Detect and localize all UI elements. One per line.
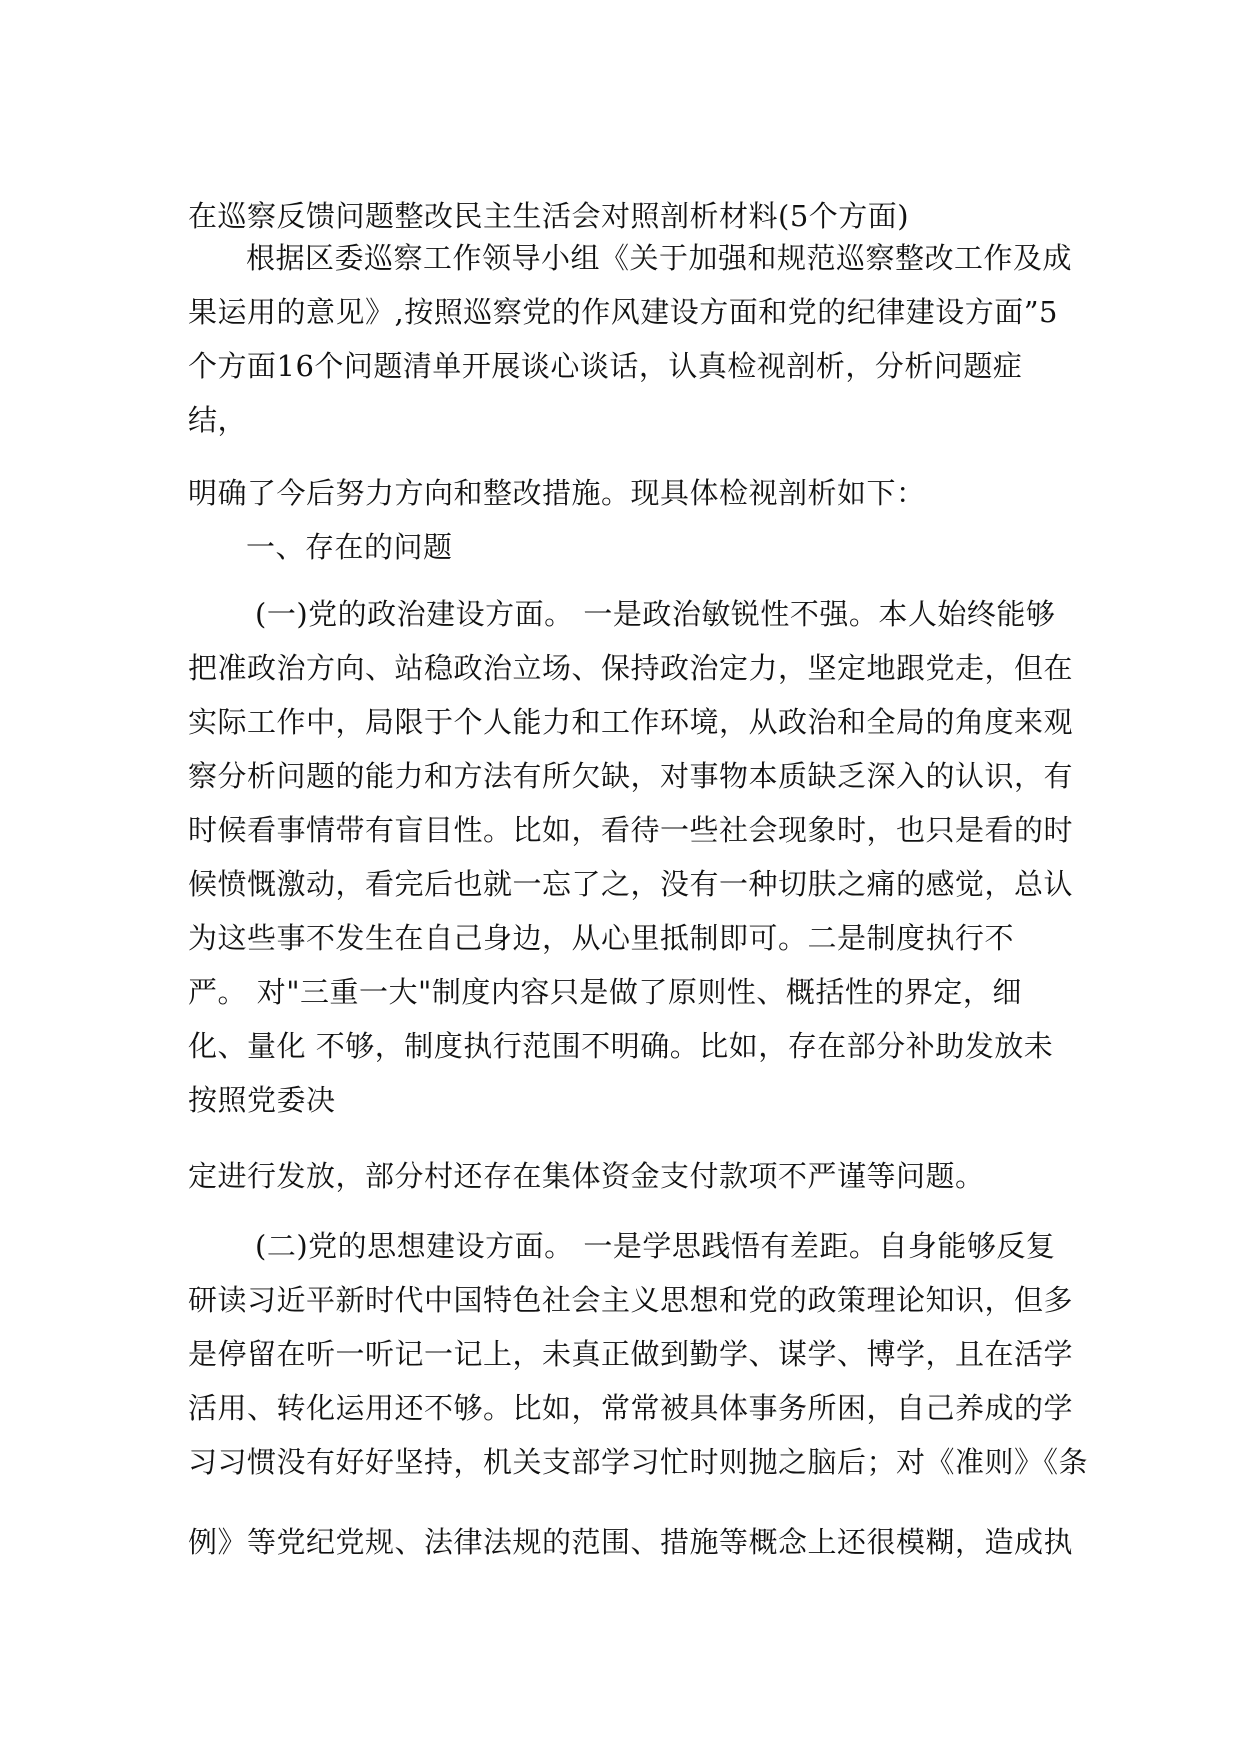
paragraph-line: 明确了今后努力方向和整改措施。现具体检视剖析如下： xyxy=(188,476,926,510)
paragraph-line: 是停留在听一听记一记上，未真正做到勤学、谋学、博学，且在活学 xyxy=(188,1337,1074,1371)
paragraph-line: (一)党的政治建设方面。 一是政治敏锐性不强。本人始终能够 xyxy=(255,597,1056,631)
paragraph-line: 习习惯没有好好坚持，机关支部学习忙时则抛之脑后；对《准则》《条 xyxy=(188,1445,1089,1479)
paragraph-line: 例》等党纪党规、法律法规的范围、措施等概念上还很模糊，造成执 xyxy=(188,1525,1074,1559)
paragraph-line: 察分析问题的能力和方法有所欠缺，对事物本质缺乏深入的认识，有 xyxy=(188,759,1074,793)
paragraph-line: 定进行发放，部分村还存在集体资金支付款项不严谨等问题。 xyxy=(188,1159,985,1193)
paragraph-line: 个方面16个问题清单开展谈心谈话，认真检视剖析，分析问题症 xyxy=(188,349,1023,383)
paragraph-line: 根据区委巡察工作领导小组《关于加强和规范巡察整改工作及成 xyxy=(246,241,1073,275)
paragraph-line: 时候看事情带有盲目性。比如，看待一些社会现象时，也只是看的时 xyxy=(188,813,1074,847)
paragraph-line: 实际工作中，局限于个人能力和工作环境，从政治和全局的角度来观 xyxy=(188,705,1074,739)
paragraph-line: 化、量化 不够，制度执行范围不明确。比如，存在部分补助发放未 xyxy=(188,1029,1054,1063)
section-heading: 一、存在的问题 xyxy=(246,530,453,564)
paragraph-line: 把准政治方向、站稳政治立场、保持政治定力，坚定地跟党走，但在 xyxy=(188,651,1074,685)
paragraph-line: 为这些事不发生在自己身边，从心里抵制即可。二是制度执行不 xyxy=(188,921,1015,955)
paragraph-line: 候愤慨激动，看完后也就一忘了之，没有一种切肤之痛的感觉，总认 xyxy=(188,867,1074,901)
paragraph-line: 按照党委决 xyxy=(188,1083,336,1117)
document-title: 在巡察反馈问题整改民主生活会对照剖析材料(5个方面) xyxy=(188,199,910,233)
paragraph-line: 活用、转化运用还不够。比如，常常被具体事务所困，自己养成的学 xyxy=(188,1391,1074,1425)
paragraph-line: (二)党的思想建设方面。 一是学思践悟有差距。自身能够反复 xyxy=(255,1229,1056,1263)
paragraph-line: 果运用的意见》,按照巡察党的作风建设方面和党的纪律建设方面”5 xyxy=(188,295,1058,329)
paragraph-line: 结， xyxy=(188,403,248,437)
paragraph-line: 研读习近平新时代中国特色社会主义思想和党的政策理论知识，但多 xyxy=(188,1283,1074,1317)
paragraph-line: 严。 对"三重一大"制度内容只是做了原则性、概括性的界定，细 xyxy=(188,975,1022,1009)
